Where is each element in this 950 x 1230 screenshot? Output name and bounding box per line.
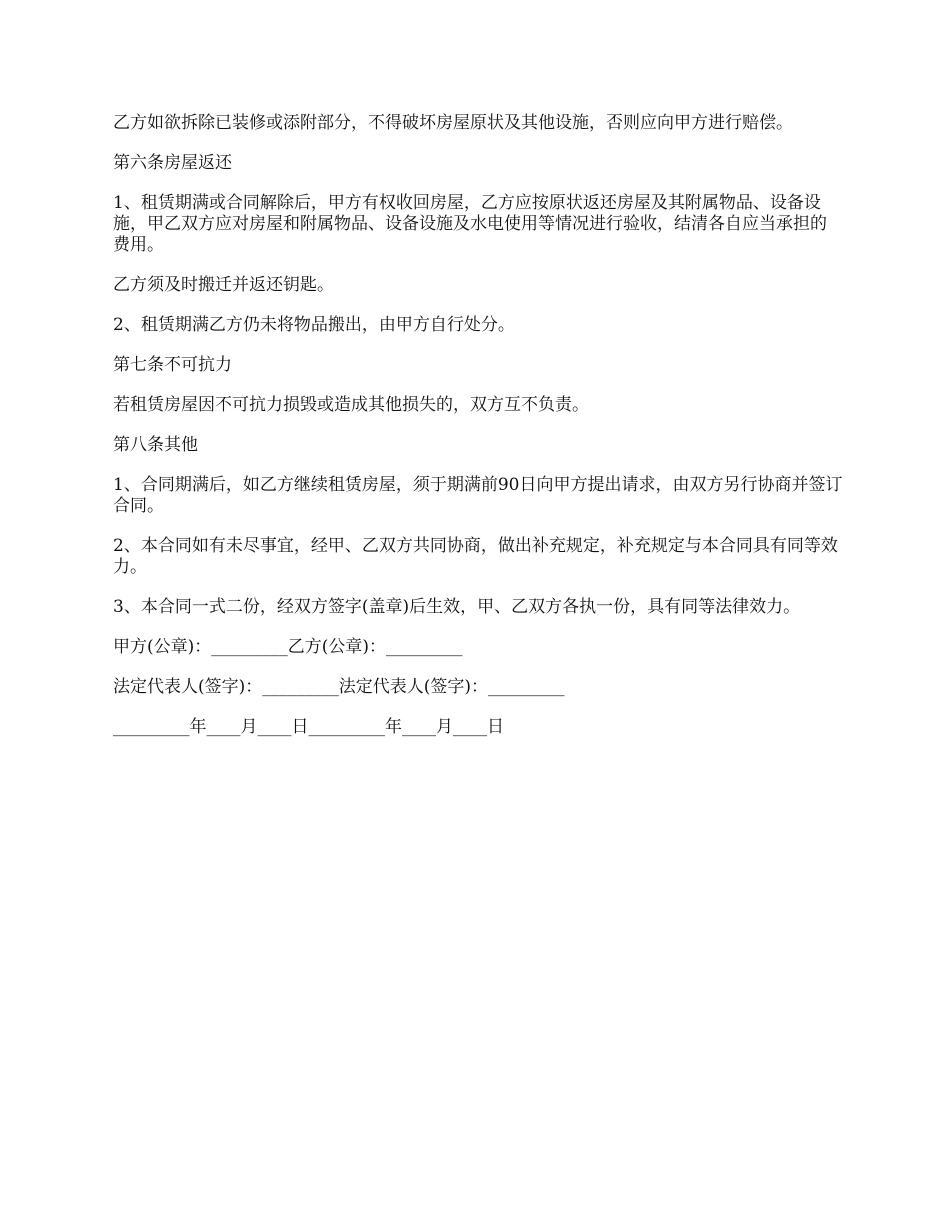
heading-article-7: 第七条不可抗力: [113, 355, 232, 375]
heading-article-6: 第六条房屋返还: [113, 153, 232, 173]
signature-date-line: _________年____月____日_________年____月____日: [113, 717, 504, 737]
paragraph-other-3: 3、本合同一式二份，经双方签字(盖章)后生效，甲、乙双方各执一份，具有同等法律效力。: [113, 597, 801, 617]
signature-representative-line: 法定代表人(签字)：_________法定代表人(签字)：_________: [113, 677, 565, 697]
paragraph-force-majeure: 若租赁房屋因不可抗力损毁或造成其他损失的，双方互不负责。: [113, 395, 589, 415]
heading-article-8: 第八条其他: [113, 435, 198, 455]
paragraph-return-keys: 乙方须及时搬迁并返还钥匙。: [113, 275, 334, 295]
paragraph-return-2: 2、租赁期满乙方仍未将物品搬出，由甲方自行处分。: [113, 315, 515, 335]
paragraph-other-2: 2、本合同如有未尽事宜，经甲、乙双方共同协商，做出补充规定，补充规定与本合同具有同等效力。: [113, 536, 838, 577]
paragraph-other-1: 1、合同期满后，如乙方继续租赁房屋，须于期满前90日向甲方提出请求，由双方另行协商并签订合同。: [113, 475, 843, 516]
paragraph-return-1: 1、租赁期满或合同解除后，甲方有权收回房屋，乙方应按原状返还房屋及其附属物品、设备设施，甲乙双方应对房屋和附属物品、设备设施及水电使用等情况进行验收，结清各自应当承担的费用。: [113, 193, 827, 255]
paragraph-removal-clause: 乙方如欲拆除已装修或添附部分，不得破坏房屋原状及其他设施，否则应向甲方进行赔偿。: [113, 113, 793, 133]
signature-seal-line: 甲方(公章)：_________乙方(公章)：_________: [113, 637, 463, 657]
document-body: [113, 113, 843, 757]
